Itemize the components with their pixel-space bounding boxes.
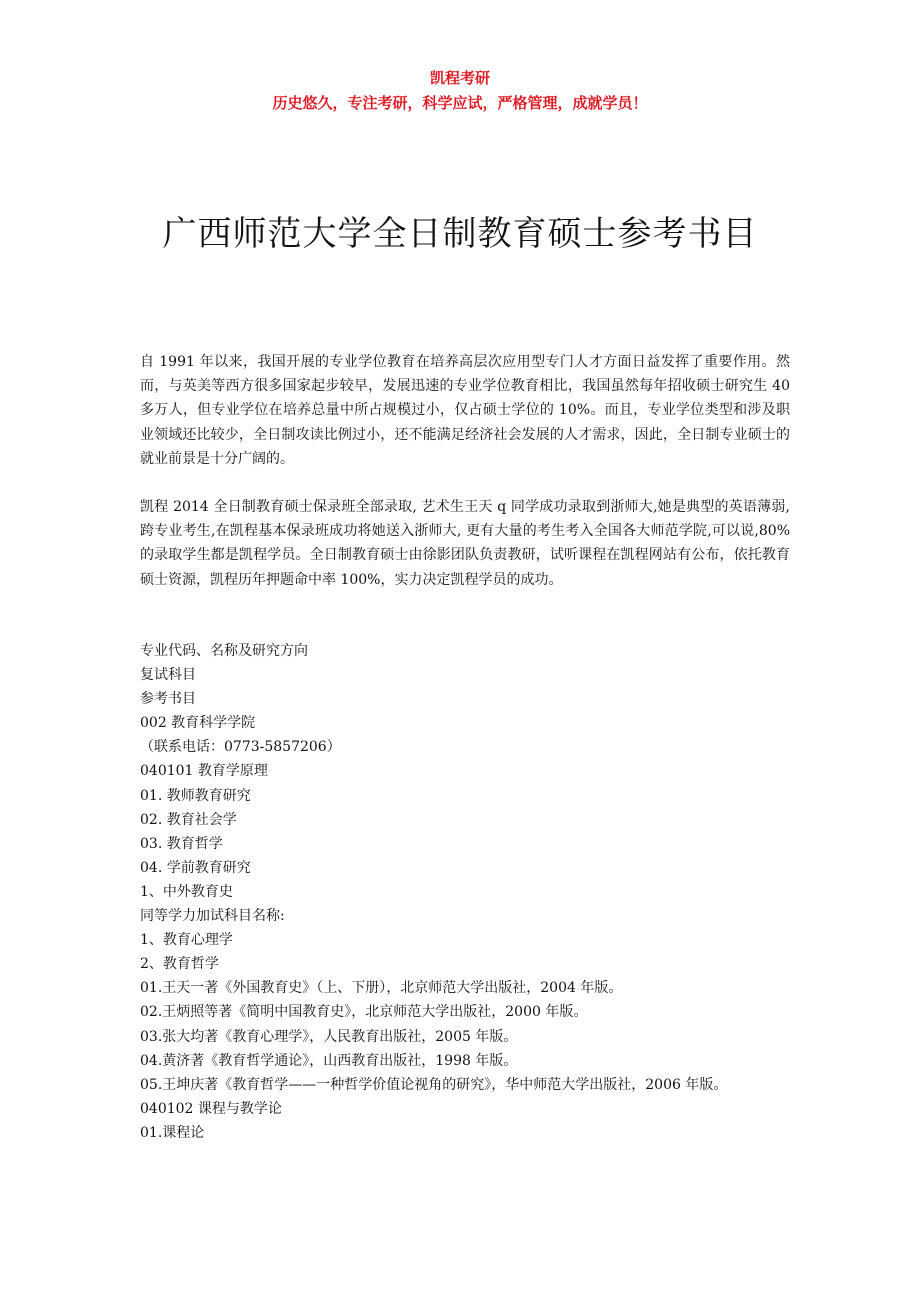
reference-book: 03.张大均著《教育心理学》，人民教育出版社，2005 年版。 <box>140 1028 518 1045</box>
list-line: 002 教育科学学院 <box>140 715 256 732</box>
list-line: 01.课程论 <box>140 1124 205 1141</box>
reference-book: 02.王炳照等著《简明中国教育史》，北京师范大学出版社，2000 年版。 <box>140 1004 588 1021</box>
header-slogan: 历史悠久，专注考研，科学应试，严格管理，成就学员！ <box>272 94 648 112</box>
list-line: 03. 教育哲学 <box>140 835 223 852</box>
list-line: 040102 课程与教学论 <box>140 1100 282 1117</box>
list-line: （联系电话：0773-5857206） <box>140 739 341 756</box>
reference-book: 01.王天一著《外国教育史》（上、下册），北京师范大学出版社，2004 年版。 <box>140 980 623 997</box>
reference-book: 04.黄济著《教育哲学通论》，山西教育出版社，1998 年版。 <box>140 1052 518 1069</box>
header-brand: 凯程考研 <box>429 69 490 87</box>
list-line: 040101 教育学原理 <box>140 763 268 780</box>
list-line: 参考书目 <box>140 691 196 708</box>
list-line: 04. 学前教育研究 <box>140 859 251 876</box>
reference-book: 05.王坤庆著《教育哲学——一种哲学价值论视角的研究》，华中师范大学出版社，2006 年版。 <box>140 1076 728 1093</box>
promo-paragraph: 凯程 2014 全日制教育硕士保录班全部录取, 艺术生王天 q 同学成功录取到浙师大,她是典型的英语薄弱,跨专业考生,在凯程基本保录班成功将她送入浙师大, 更有大量的考生考入全国各大师范学院,可以说,80%的录取学生都是凯程学员。全日制教育硕士由徐影团队负责教研，试听课程在凯程网站有公布，依托教育硕士资源，凯程历年押题命中率 100%，实力决定凯程学员的成功。 <box>140 499 790 588</box>
list-line: 1、中外教育史 <box>140 883 233 900</box>
intro-paragraph: 自 1991 年以来，我国开展的专业学位教育在培养高层次应用型专门人才方面日益发挥了重要作用。然而，与英美等西方很多国家起步较早，发展迅速的专业学位教育相比，我国虽然每年招收硕士研究生 40 多万人，但专业学位在培养总量中所占规模过小，仅占硕士学位的 10%。而且，专业学位类型和涉及职业领域还比较少，全日制攻读比例过小，还不能满足经济社会发展的人才需求，因此，全日制专业硕士的就业前景是十分广阔的。 <box>140 354 790 467</box>
list-line: 专业代码、名称及研究方向 <box>140 643 308 659</box>
list-line: 同等学力加试科目名称: <box>140 908 285 925</box>
list-line: 2、教育哲学 <box>140 956 219 973</box>
program-list <box>140 639 790 1145</box>
list-line: 复试科目 <box>140 667 196 684</box>
list-line: 02. 教育社会学 <box>140 811 237 828</box>
page-title: 广西师范大学全日制教育硕士参考书目 <box>162 214 758 254</box>
list-line: 01. 教师教育研究 <box>140 787 251 804</box>
list-line: 1、教育心理学 <box>140 932 233 949</box>
